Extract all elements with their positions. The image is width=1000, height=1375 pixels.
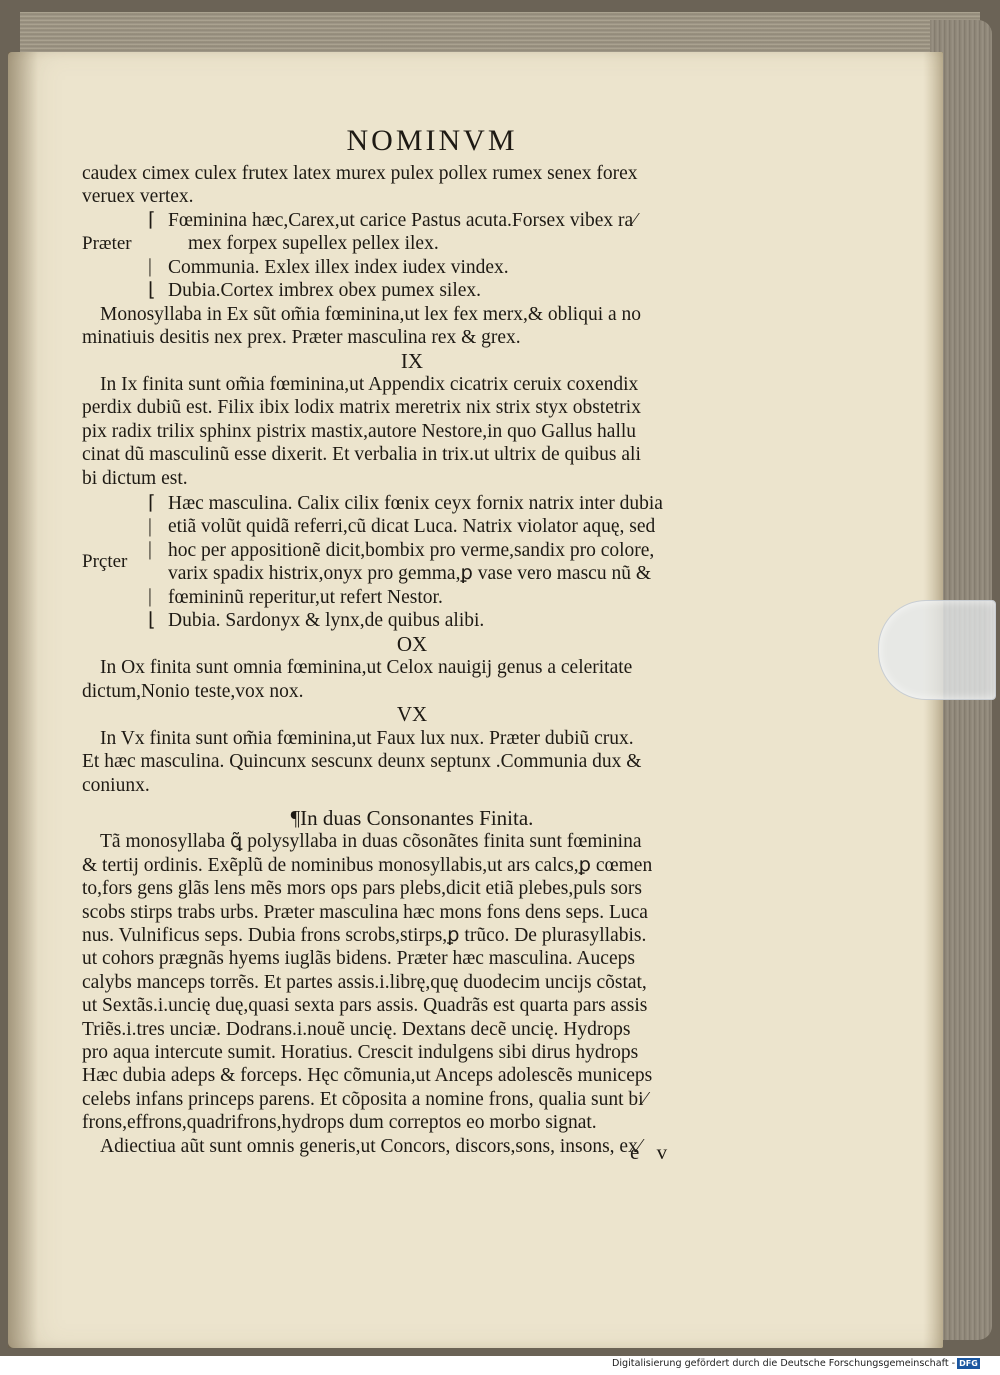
text-line: Hæc masculina. Calix cilix fœnix ceyx fornix natrix inter dubia [168, 493, 663, 515]
text-line: Hæc dubia adeps & forceps. Hęc cõmunia,ut Anceps adolescẽs municeps [82, 1065, 653, 1087]
digitization-credit [612, 1358, 980, 1369]
text-line: minatiuis desitis nex prex. Præter masculina rex & grex. [82, 327, 521, 349]
brace-block-1 [82, 209, 742, 303]
text-line: ut cohors prægnãs hyems iuglãs bidens. Præter hæc masculina. Auceps [82, 948, 635, 970]
running-head: NOMINVM [346, 124, 518, 157]
text-line: Tã monosyllaba ꝗ̃ polysyllaba in duas cõsonãtes finita sunt fœminina [100, 831, 642, 853]
text-line: frons,effrons,quadrifrons,hydrops dum correptos eo morbo signat. [82, 1112, 597, 1134]
page-edge-shadow [923, 52, 943, 1348]
brace-mark: | [148, 255, 152, 277]
text-line: In Ox finita sunt omnia fœminina,ut Celox nauigij genus a celeritate [100, 657, 633, 679]
brace-mark: | [148, 586, 152, 608]
text-line: scobs stirps trabs urbs. Præter masculina hæc mons fons dens seps. Luca [82, 901, 648, 923]
text-line: pro aqua intercute sumit. Horatius. Crescit indulgens sibi dirus hydrops [82, 1041, 639, 1063]
text-line: Dubia.Cortex imbrex obex pumex silex. [168, 280, 482, 302]
text-line: coniunx. [82, 774, 150, 796]
text-line: ut Sextãs.i.uncię duę,quasi sexta pars assis. Quadrãs est quarta pars assis [82, 995, 648, 1017]
text-line: varix spadix histrix,onyx pro gemma,ꝑ vase vero mascu nũ & [168, 563, 651, 585]
text-line: nus. Vulnificus seps. Dubia frons scrobs,stirps,ꝑ trũco. De plurasyllabis. [82, 924, 647, 946]
text-line: mex forpex supellex pellex ilex. [188, 233, 439, 255]
text-line: bi dictum est. [82, 467, 188, 489]
brace-block-2 [82, 492, 742, 633]
text-line: etiã volũt quidã referri,cũ dicat Luca. Natrix violator aquę, sed [168, 516, 656, 538]
text-line: Adiectiua aũt sunt omnis generis,ut Concors, discors,sons, insons, ex⁄ [100, 1135, 642, 1157]
section-heading-ux: VX [396, 702, 428, 727]
text-line: In Ix finita sunt om̃ia fœminina,ut Appendix cicatrix ceruix coxendix [100, 374, 639, 396]
brace-mark: ⌊ [148, 279, 156, 301]
page-text [82, 120, 742, 1158]
brace-mark: ⌈ [148, 493, 156, 515]
section-heading-ox: OX [396, 632, 428, 657]
brace-mark: | [148, 539, 152, 561]
text-line: Dubia. Sardonyx & lynx,de quibus alibi. [168, 610, 485, 632]
text-line: to,fors gens glãs lens mẽs mors ops pars plebs,dicit etiã plebes,puls sors [82, 878, 643, 900]
text-line: Monosyllaba in Ex sũt om̃ia fœminina,ut lex fex merx,& obliqui a no [100, 303, 642, 325]
text-line: celebs infans princeps parens. Et cõposita a nomine frons, qualia sunt bi⁄ [82, 1088, 647, 1110]
text-line: fœmininũ reperitur,ut refert Nestor. [168, 586, 443, 608]
text-line: cinat dũ masculinũ esse dixerit. Et verbalia in trix.ut ultrix de quibus ali [82, 444, 641, 466]
text-line: dictum,Nonio teste,vox nox. [82, 680, 304, 702]
brace-mark: ⌊ [148, 610, 156, 632]
page-marker-clip [878, 600, 996, 700]
brace-label: Prçter [82, 551, 128, 573]
text-line: Fœminina hæc,Carex,ut carice Pastus acuta.Forsex vibex ra⁄ [168, 209, 637, 231]
text-line: Et hæc masculina. Quincunx sescunx deunx septunx .Communia dux & [82, 751, 642, 773]
text-line: caudex cimex culex frutex latex murex pulex pollex rumex senex forex [82, 163, 638, 184]
signature-mark: e v [630, 1140, 674, 1164]
section-heading-consonants: ¶In duas Consonantes Finita. [290, 805, 534, 830]
text-line: Communia. Exlex illex index iudex vindex. [168, 256, 509, 278]
text-line: veruex vertex. [82, 186, 194, 208]
section-heading-ix: IX [400, 348, 424, 373]
text-line: & tertij ordinis. Exẽplũ de nominibus monosyllabis,ut ars calcs,ꝑ cœmen [82, 854, 653, 876]
brace-mark: ⌈ [148, 209, 156, 231]
text-line: calybs manceps torrẽs. Et partes assis.i.librę,quę duodecim uncijs cõstat, [82, 971, 647, 993]
text-line: hoc per appositionẽ dicit,bombix pro verme,sandix pro colore, [168, 539, 655, 561]
text-line: Triẽs.i.tres unciæ. Dodrans.i.nouẽ uncię. Dextans decẽ uncię. Hydrops [82, 1018, 631, 1040]
page-gutter-shadow [8, 52, 38, 1348]
brace-label: Præter [82, 232, 132, 254]
dfg-logo: DFG [959, 1359, 978, 1368]
brace-mark: | [148, 516, 152, 538]
credit-text: Digitalisierung gefördert durch die Deutsche Forschungsgemeinschaft - [612, 1358, 956, 1369]
text-line: pix radix trilix sphinx pistrix mastix,autore Nestore,in quo Gallus hallu [82, 420, 637, 442]
text-line: perdix dubiũ est. Filix ibix lodix matrix meretrix nix strix styx obstetrix [82, 397, 641, 419]
text-line: In Vx finita sunt om̃ia fœminina,ut Faux lux nux. Præter dubiũ crux. [100, 727, 634, 749]
